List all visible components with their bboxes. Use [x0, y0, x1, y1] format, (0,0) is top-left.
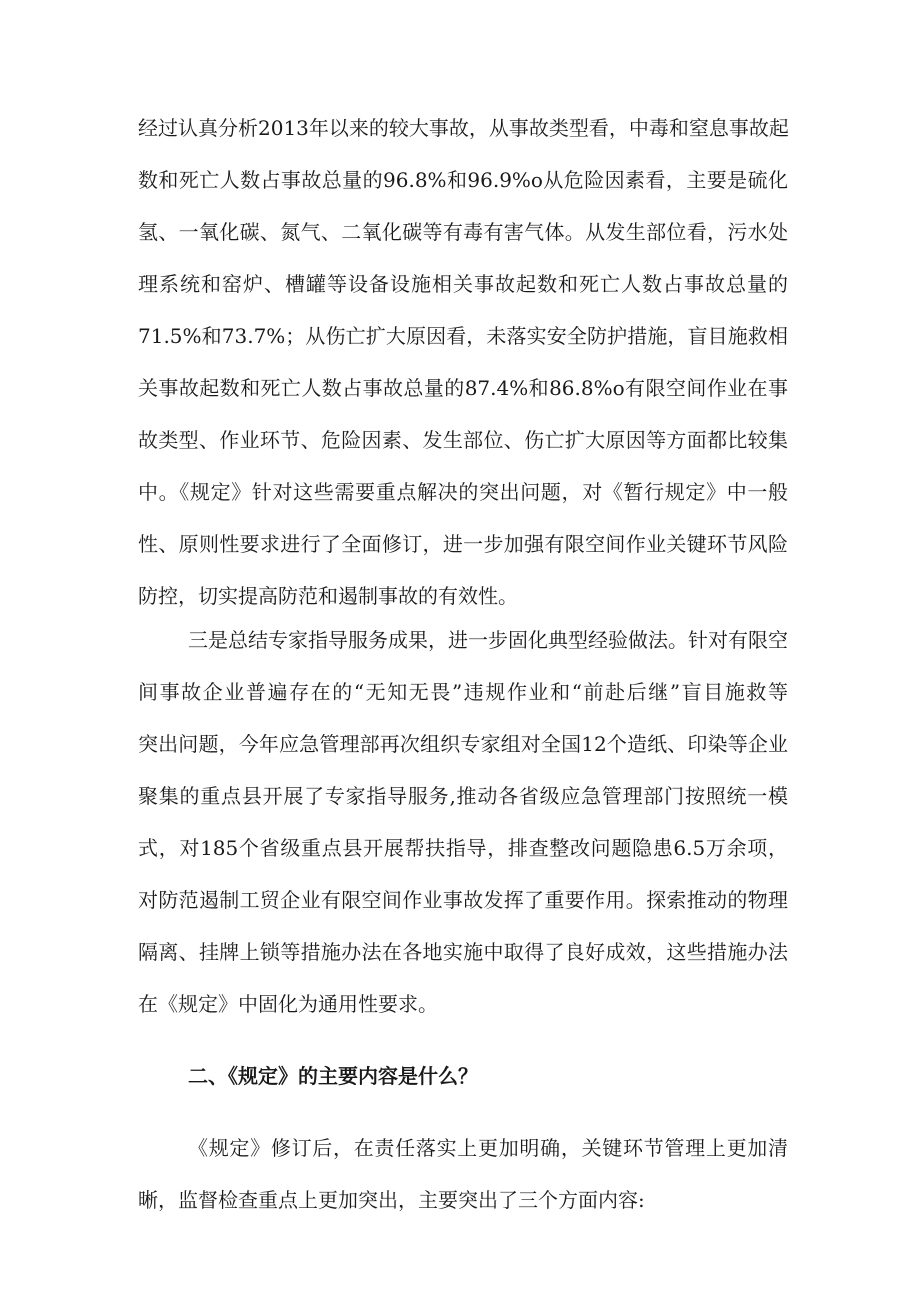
paragraph-1-line-8: 中。《规定》针对这些需要重点解决的突出问题，对《暂行规定》中一般 — [138, 480, 788, 504]
paragraph-1-line-7: 故类型、作业环节、危险因素、发生部位、伤亡扩大原因等方面都比较集 — [138, 428, 788, 452]
paragraph-3-line-2: 晰，监督检查重点上更加突出，主要突出了三个方面内容: — [138, 1188, 645, 1212]
paragraph-2-line-3: 突出问题，今年应急管理部再次组织专家组对全国12个造纸、印染等企业 — [138, 732, 788, 756]
paragraph-1-line-9: 性、原则性要求进行了全面修订，进一步加强有限空间作业关键环节风险 — [138, 532, 788, 556]
paragraph-1-line-10: 防控，切实提高防范和遏制事故的有效性。 — [138, 584, 518, 608]
paragraph-1-line-3: 氢、一氧化碳、氮气、二氧化碳等有毒有害气体。从发生部位看，污水处 — [138, 220, 788, 244]
paragraph-1-line-1: 经过认真分析2013年以来的较大事故，从事故类型看，中毒和窒息事故起 — [138, 116, 789, 140]
paragraph-2-line-6: 对防范遏制工贸企业有限空间作业事故发挥了重要作用。探索推动的物理 — [138, 888, 788, 912]
paragraph-1-line-6: 关事故起数和死亡人数占事故总量的87.4%和86.8%o有限空间作业在事 — [138, 376, 788, 400]
paragraph-1-line-5: 71.5%和73.7%；从伤亡扩大原因看，未落实安全防护措施，盲目施救相 — [138, 324, 788, 348]
paragraph-2-line-1: 三是总结专家指导服务成果，进一步固化典型经验做法。针对有限空 — [188, 628, 788, 652]
paragraph-1-line-4: 理系统和窑炉、槽罐等设备设施相关事故起数和死亡人数占事故总量的 — [138, 272, 788, 296]
paragraph-2-line-5: 式，对185个省级重点县开展帮扶指导，排查整改问题隐患6.5万余项， — [138, 836, 788, 860]
paragraph-2-line-7: 隔离、挂牌上锁等措施办法在各地实施中取得了良好成效，这些措施办法 — [138, 940, 788, 964]
paragraph-1-line-2: 数和死亡人数占事故总量的96.8%和96.9%o从危险因素看，主要是硫化 — [138, 168, 788, 192]
section-heading: 二、《规定》的主要内容是什么？ — [188, 1064, 478, 1088]
paragraph-2-line-8: 在《规定》中固化为通用性要求。 — [138, 992, 438, 1016]
paragraph-2-line-4: 聚集的重点县开展了专家指导服务,推动各省级应急管理部门按照统一模 — [138, 784, 788, 808]
paragraph-3-line-1: 《规定》修订后，在责任落实上更加明确，关键环节管理上更加清 — [188, 1136, 788, 1160]
paragraph-2-line-2: 间事故企业普遍存在的“无知无畏”违规作业和“前赴后继”盲目施救等 — [138, 680, 788, 704]
